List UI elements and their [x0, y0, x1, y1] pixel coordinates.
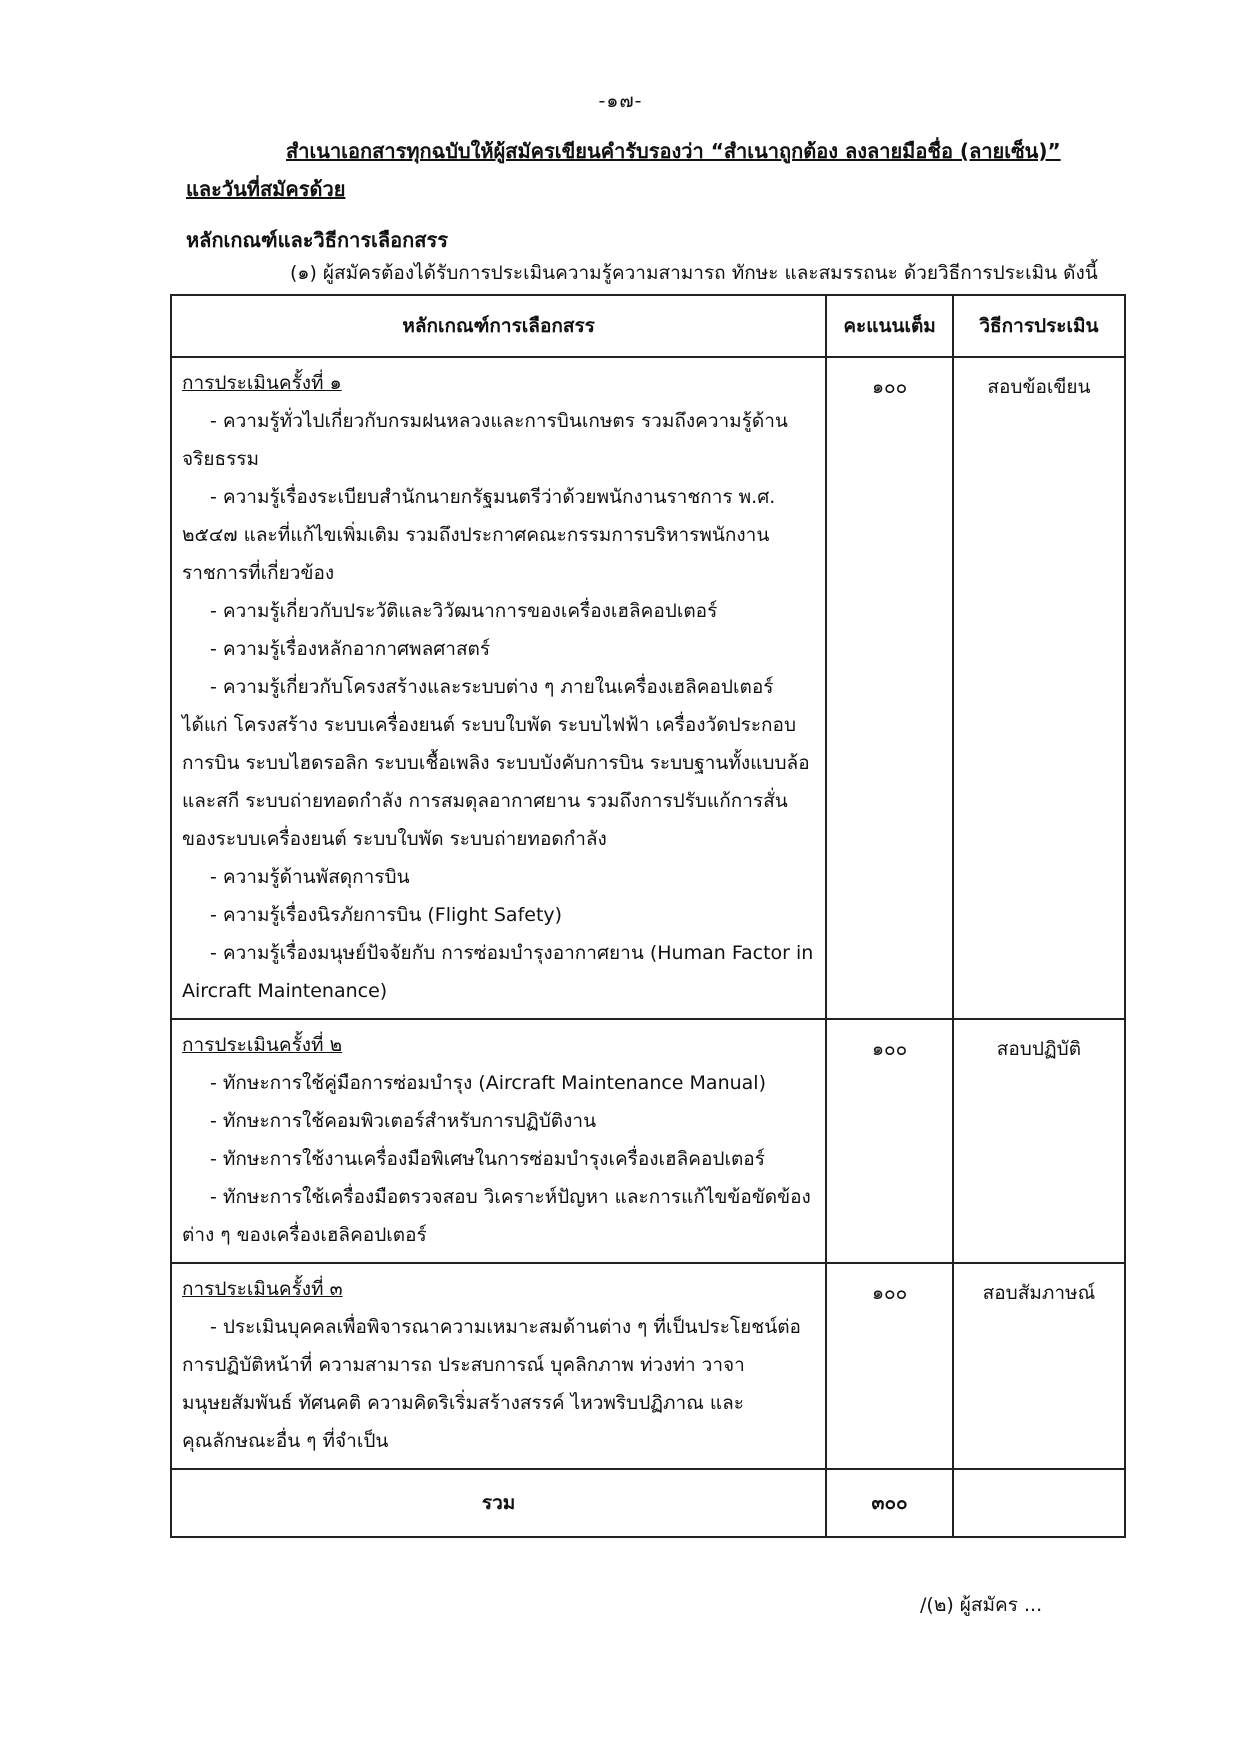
total-label: รวม: [171, 1469, 826, 1537]
list-item: - ความรู้เรื่องหลักอากาศพลศาสตร์: [210, 638, 491, 660]
round-1-score: ๑๐๐: [826, 357, 953, 1019]
round-3-title: การประเมินครั้งที่ ๓: [182, 1278, 343, 1300]
list-item: - ความรู้เกี่ยวกับโครงสร้างและระบบต่าง ๆ ภายในเครื่องเฮลิคอปเตอร์ ได้แก่ โครงสร้าง ระบบเครื่องยนต์ ระบบใบพัด ระบบไฟฟ้า เครื่องวัดประกอบการบิน ระบบไฮดรอลิก ระบบเชื้อเพลิง ระบบบังคับการบิน ระบบฐานทั้งแบบล้อและสกี ระบบถ่ายทอดกำลัง การสมดุลอากาศยาน รวมถึงการปรับแก้การสั่นของระบบเครื่องยนต์ ระบบใบพัด ระบบถ่ายทอดกำลัง: [182, 676, 810, 850]
list-item: - ทักษะการใช้งานเครื่องมือพิเศษในการซ่อมบำรุงเครื่องเฮลิคอปเตอร์: [210, 1148, 765, 1170]
section-heading: หลักเกณฑ์และวิธีการเลือกสรร: [186, 228, 448, 252]
header-criteria: หลักเกณฑ์การเลือกสรร: [171, 295, 826, 357]
list-item: - ความรู้เรื่องนิรภัยการบิน (Flight Safety): [210, 904, 563, 926]
table-row-round-3: [171, 1263, 1125, 1469]
list-item: - ความรู้ด้านพัสดุการบิน: [210, 866, 410, 888]
list-item: - ความรู้ทั่วไปเกี่ยวกับกรมฝนหลวงและการบินเกษตร รวมถึงความรู้ด้านจริยธรรม: [182, 410, 788, 470]
round-1-method: สอบข้อเขียน: [953, 357, 1125, 1019]
table-header-row: [171, 295, 1125, 357]
list-item: - ทักษะการใช้คู่มือการซ่อมบำรุง (Aircraft Maintenance Manual): [210, 1072, 766, 1094]
intro-paragraph: (๑) ผู้สมัครต้องได้รับการประเมินความรู้ความสามารถ ทักษะ และสมรรถนะ ด้วยวิธีการประเมิน ดังนี้: [290, 262, 1098, 284]
round-3-criteria: [171, 1263, 826, 1469]
header-method: วิธีการประเมิน: [953, 295, 1125, 357]
round-3-method: สอบสัมภาษณ์: [953, 1263, 1125, 1469]
total-method-empty: [953, 1469, 1125, 1537]
certification-notice: [186, 132, 1146, 208]
round-1-criteria: [171, 357, 826, 1019]
round-2-title: การประเมินครั้งที่ ๒: [182, 1034, 343, 1056]
continuation-note: /(๒) ผู้สมัคร ...: [920, 1594, 1043, 1616]
page-number: -๑๗-: [598, 90, 643, 112]
round-2-score: ๑๐๐: [826, 1019, 953, 1263]
list-item: - ประเมินบุคคลเพื่อพิจารณาความเหมาะสมด้านต่าง ๆ ที่เป็นประโยชน์ต่อการปฏิบัติหน้าที่ ความสามารถ ประสบการณ์ บุคลิกภาพ ท่วงท่า วาจา มนุษยสัมพันธ์ ทัศนคติ ความคิดริเริ่มสร้างสรรค์ ไหวพริบปฏิภาณ และคุณลักษณะอื่น ๆ ที่จำเป็น: [182, 1316, 801, 1452]
list-item: - ทักษะการใช้เครื่องมือตรวจสอบ วิเคราะห์ปัญหา และการแก้ไขข้อขัดข้องต่าง ๆ ของเครื่องเฮลิคอปเตอร์: [182, 1186, 811, 1246]
header-score: คะแนนเต็ม: [826, 295, 953, 357]
table-row-round-2: [171, 1019, 1125, 1263]
round-2-criteria: [171, 1019, 826, 1263]
selection-criteria-table: [170, 294, 1126, 1538]
round-3-score: ๑๐๐: [826, 1263, 953, 1469]
total-score: ๓๐๐: [826, 1469, 953, 1537]
table-row-round-1: [171, 357, 1125, 1019]
round-1-title: การประเมินครั้งที่ ๑: [182, 372, 342, 394]
list-item: - ความรู้เรื่องมนุษย์ปัจจัยกับ การซ่อมบำรุงอากาศยาน (Human Factor in Aircraft Maintenance): [182, 942, 814, 1002]
notice-line-1: สำเนาเอกสารทุกฉบับให้ผู้สมัครเขียนคำรับรองว่า “สำเนาถูกต้อง ลงลายมือชื่อ (ลายเซ็น)”: [286, 139, 1061, 163]
list-item: - ความรู้เรื่องระเบียบสำนักนายกรัฐมนตรีว่าด้วยพนักงานราชการ พ.ศ. ๒๕๔๗ และที่แก้ไขเพิ่มเติม รวมถึงประกาศคณะกรรมการบริหารพนักงานราชการที่เกี่ยวข้อง: [182, 486, 776, 584]
table-row-total: [171, 1469, 1125, 1537]
list-item: - ทักษะการใช้คอมพิวเตอร์สำหรับการปฏิบัติงาน: [210, 1110, 597, 1132]
round-2-method: สอบปฏิบัติ: [953, 1019, 1125, 1263]
notice-line-2: และวันที่สมัครด้วย: [186, 177, 346, 201]
list-item: - ความรู้เกี่ยวกับประวัติและวิวัฒนาการของเครื่องเฮลิคอปเตอร์: [210, 600, 718, 622]
